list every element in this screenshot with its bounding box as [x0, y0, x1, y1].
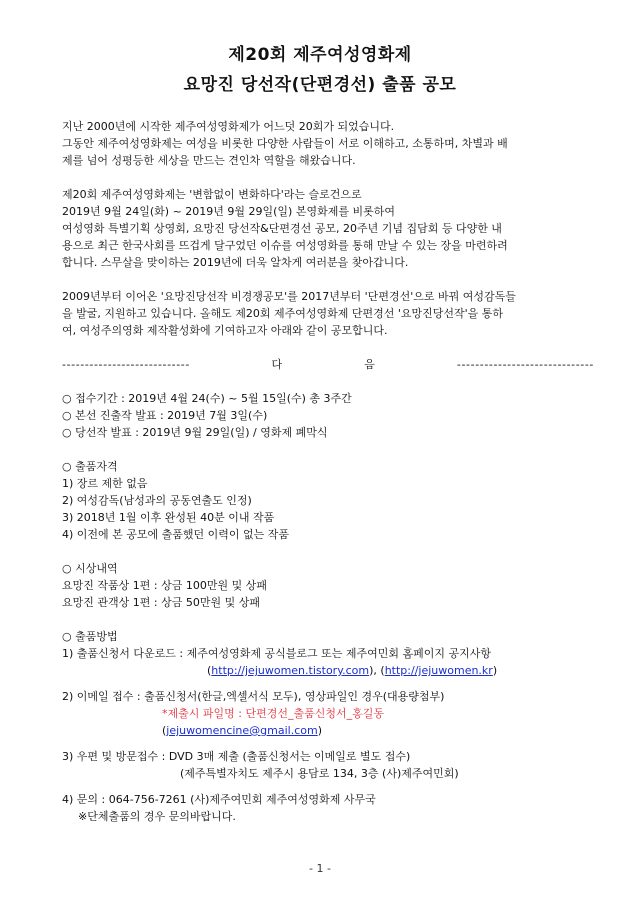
- eligibility-heading: ○ 출품자격: [62, 460, 118, 473]
- document-body: [62, 118, 594, 825]
- method-step-4: 4) 문의 : 064-756-7261 (사)제주여민회 제주여성영화제 사무국: [62, 793, 376, 806]
- paragraph-line: 제20회 제주여성영화제는 '변함없이 변화하다'라는 슬로건으로: [62, 188, 362, 201]
- intro-line: 지난 2000년에 시작한 제주여성영화제가 어느덧 20회가 되었습니다.: [62, 120, 395, 133]
- paragraph-line: 을 발굴, 지원하고 있습니다. 올해도 제20회 제주여성영화제 단편경선 '요망진당선작'을 통하: [62, 307, 504, 320]
- group-entry-note: ※단체출품의 경우 문의바랍니다.: [78, 810, 236, 823]
- separator-dashes: ----------------------------: [62, 358, 190, 371]
- email-line: (jejuwomencine@gmail.com): [162, 724, 323, 737]
- paragraph-line: 여성영화 특별기획 상영회, 요망진 당선작&단편경선 공모, 20주년 기념 집담회 등 다양한 내: [62, 222, 502, 235]
- document-subtitle: 요망진 당선작(단편경선) 출품 공모: [183, 75, 457, 95]
- eligibility-item: 2) 여성감독(남성과의 공동연출도 인정): [62, 494, 252, 507]
- award-item: 요망진 작품상 1편 : 상금 100만원 및 상패: [62, 579, 267, 592]
- schedule-item: ○ 접수기간 : 2019년 4월 24(수) ~ 5월 15일(수) 총 3주간: [62, 392, 352, 405]
- method-heading: ○ 출품방법: [62, 630, 118, 643]
- method-step-2: 2) 이메일 접수 : 출품신청서(한글,엑셀서식 모두), 영상파일인 경우(대용량첨부): [62, 690, 445, 703]
- eligibility-item: 4) 이전에 본 공모에 출품했던 이력이 없는 작품: [62, 528, 290, 541]
- paragraph-line: 2019년 9월 24일(화) ~ 2019년 9월 29일(일) 본영화제를 비롯하여: [62, 205, 395, 218]
- filename-note: *제출시 파일명 : 단편경선_출품신청서_홍길동: [162, 707, 384, 720]
- schedule-item: ○ 당선작 발표 : 2019년 9월 29일(일) / 영화제 폐막식: [62, 426, 328, 439]
- homepage-link[interactable]: http://jejuwomen.kr: [384, 664, 493, 677]
- schedule-item: ○ 본선 진출작 발표 : 2019년 7월 3일(수): [62, 409, 268, 422]
- page-number: - 1 -: [309, 862, 331, 875]
- award-item: 요망진 관객상 1편 : 상금 50만원 및 상패: [62, 596, 260, 609]
- awards-heading: ○ 시상내역: [62, 562, 118, 575]
- method-step-1: 1) 출품신청서 다운로드 : 제주여성영화제 공식블로그 또는 제주여민회 홈페이지 공지사항: [62, 647, 491, 660]
- intro-line: 그동안 제주여성영화제는 여성을 비롯한 다양한 사람들이 서로 이해하고, 소통하며, 차별과 배: [62, 137, 508, 150]
- paragraph-line: 2009년부터 이어온 '요망진당선작 비경쟁공모'를 2017년부터 '단편경선'으로 바꿔 여성감독들: [62, 290, 516, 303]
- paragraph-line: 합니다. 스무살을 맞이하는 2019년에 더욱 알차게 여러분을 찾아갑니다.: [62, 256, 409, 269]
- blog-link[interactable]: http://jejuwomen.tistory.com: [211, 664, 370, 677]
- separator-word: 다: [271, 358, 283, 371]
- separator-dashes: ------------------------------: [456, 358, 594, 371]
- eligibility-item: 3) 2018년 1월 이후 완성된 40분 이내 작품: [62, 511, 275, 524]
- paragraph-line: 여, 여성주의영화 제작활성화에 기여하고자 아래와 같이 공모합니다.: [62, 324, 388, 337]
- method-step-1-links: (http://jejuwomen.tistory.com), (http://jejuwomen.kr): [207, 664, 498, 677]
- eligibility-item: 1) 장르 제한 없음: [62, 477, 148, 490]
- document-title: 제20회 제주여성영화제: [228, 45, 412, 65]
- section-separator: [62, 356, 594, 373]
- method-step-3: 3) 우편 및 방문접수 : DVD 3매 제출 (출품신청서는 이메일로 별도 접수): [62, 750, 411, 763]
- separator-word: 음: [364, 358, 376, 371]
- mailing-address: (제주특별자치도 제주시 용담로 134, 3층 (사)제주여민회): [180, 767, 459, 780]
- email-link[interactable]: jejuwomencine@gmail.com: [166, 724, 318, 737]
- paragraph-line: 용으로 최근 한국사회를 뜨겁게 달구었던 이슈를 여성영화를 통해 만날 수 있는 장을 마련하려: [62, 239, 508, 252]
- intro-line: 제를 넘어 성평등한 세상을 만드는 견인차 역할을 해왔습니다.: [62, 154, 356, 167]
